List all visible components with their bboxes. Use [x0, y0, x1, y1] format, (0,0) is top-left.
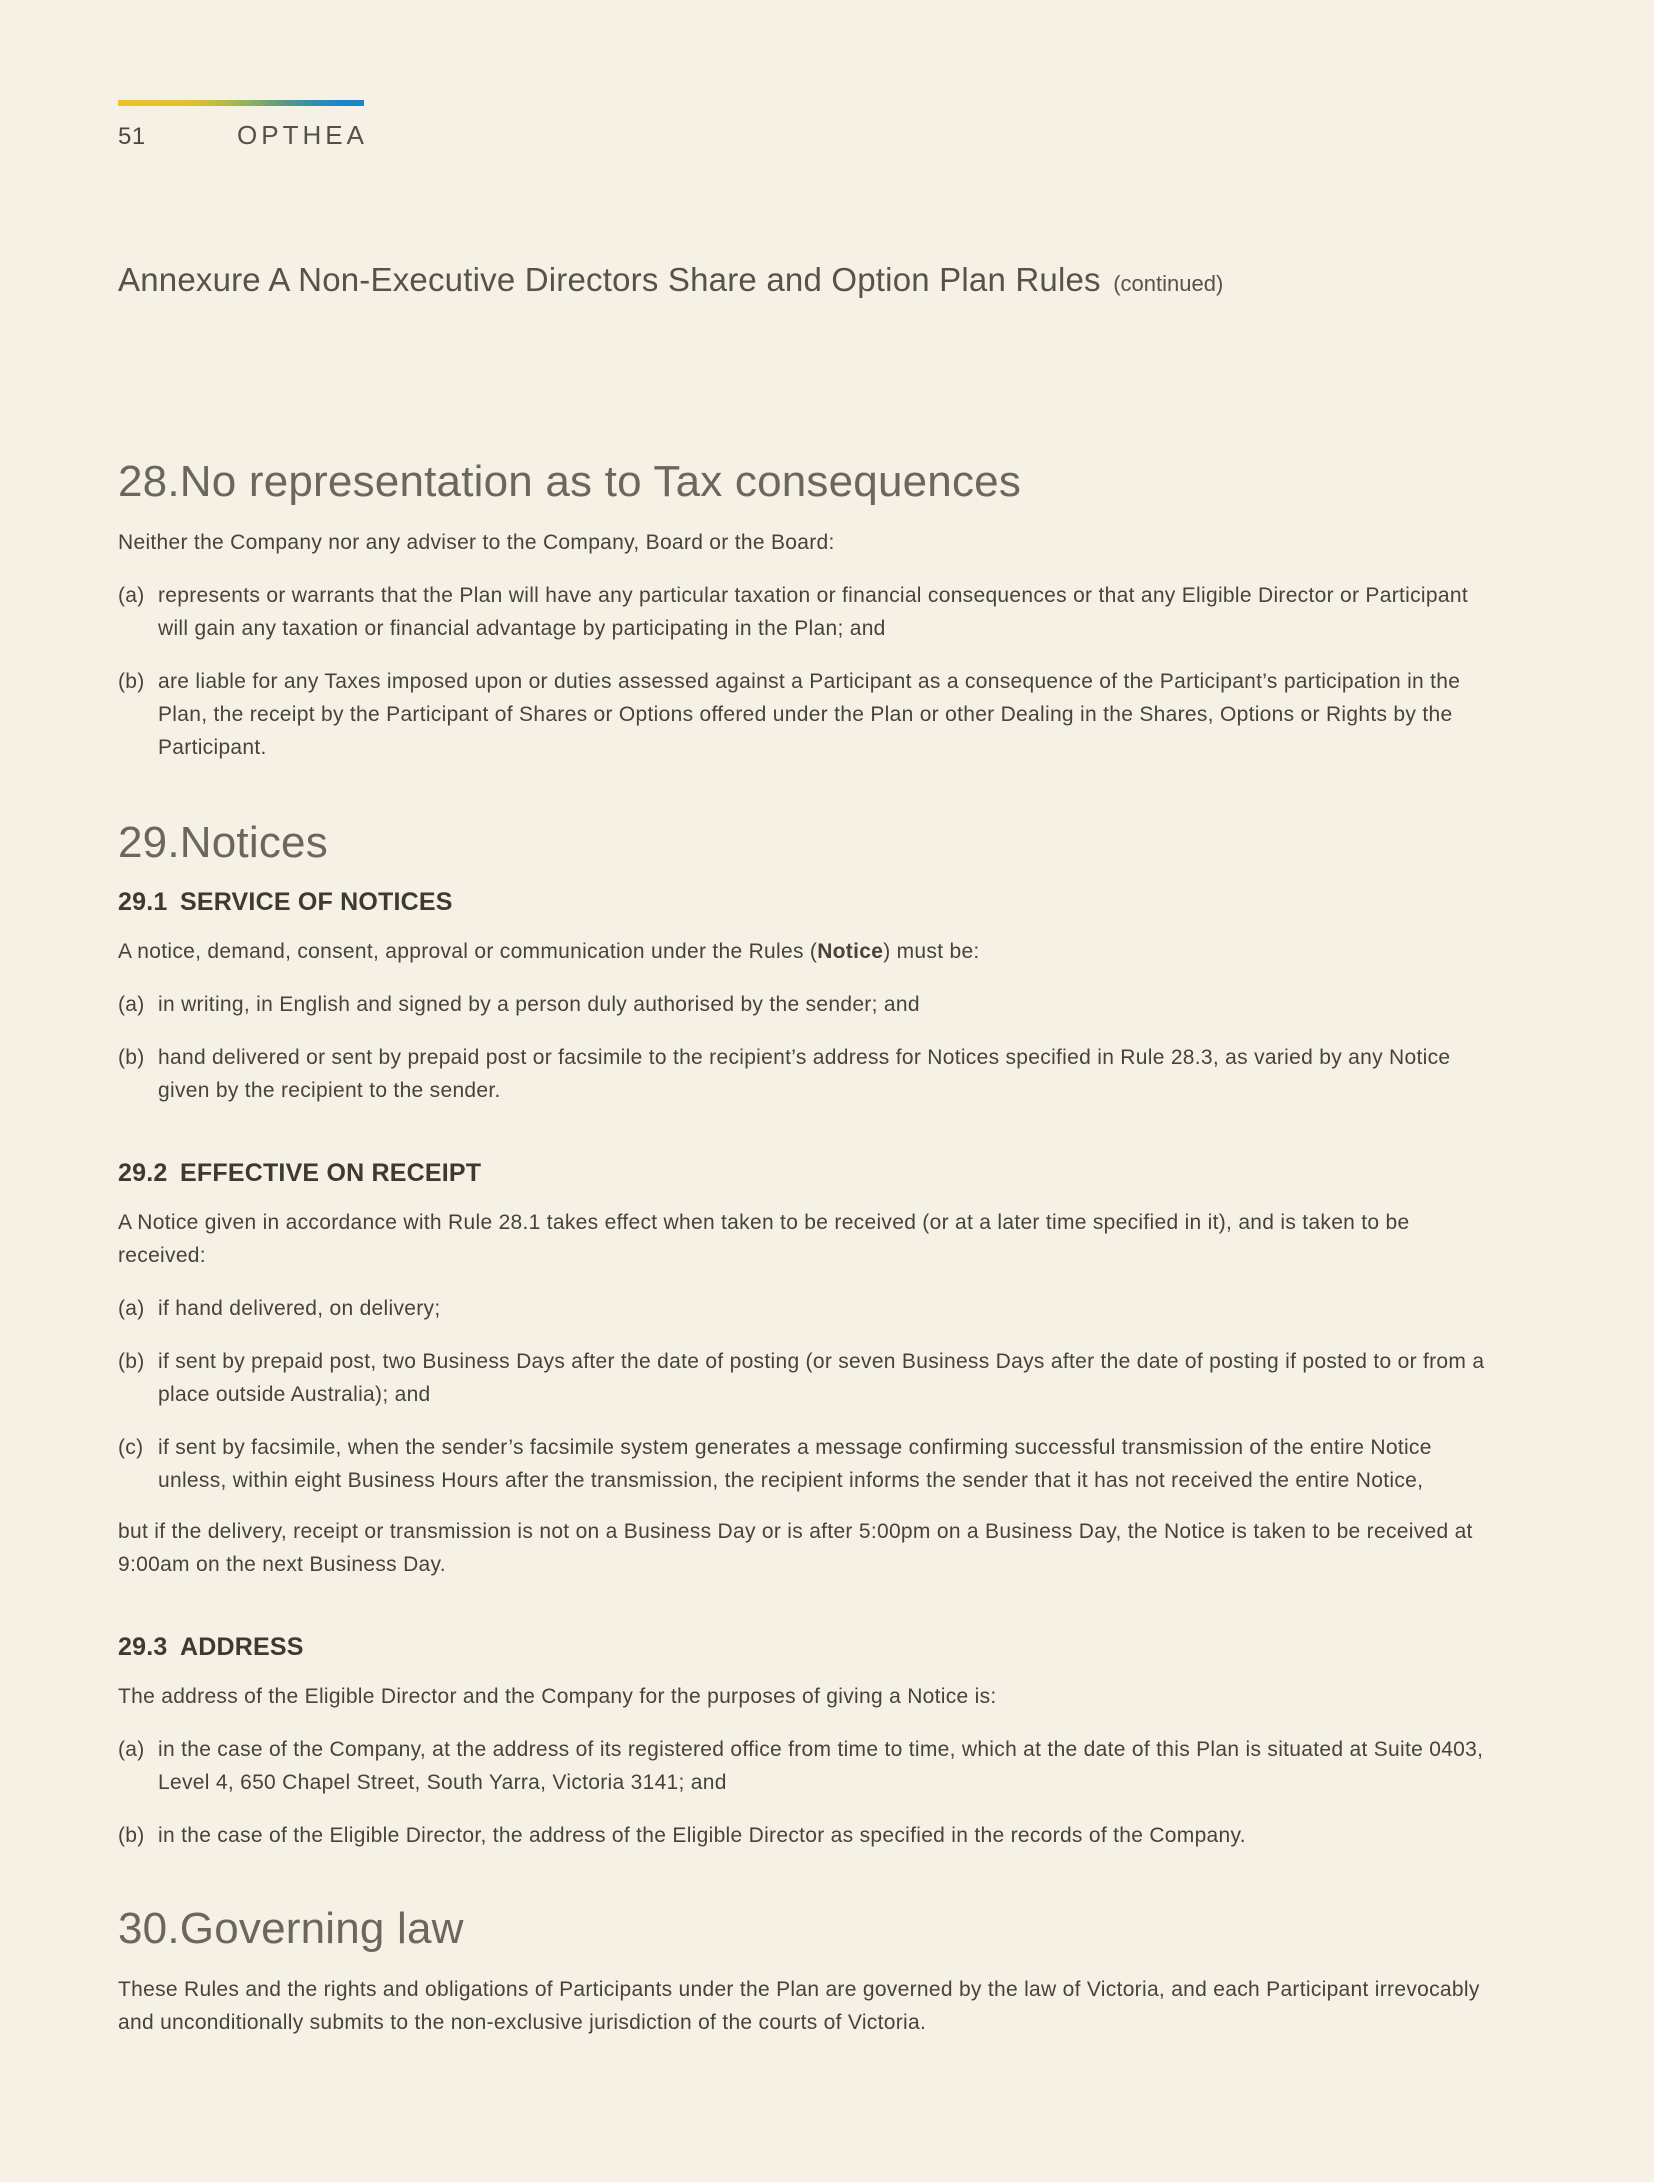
list-item-label: (b) — [118, 1046, 145, 1070]
subsection-29-1-heading — [118, 888, 1494, 917]
section-29-heading — [118, 818, 1494, 869]
section-30 — [118, 1904, 1494, 2039]
defined-term-notice: Notice — [817, 940, 884, 964]
list-item-29-2b — [118, 1345, 1494, 1411]
document-title — [118, 261, 1494, 299]
list-item-29-2c — [118, 1431, 1494, 1497]
section-28 — [118, 457, 1494, 764]
section-29-number: 29. — [118, 817, 180, 867]
list-item-label: (a) — [118, 1297, 145, 1321]
section-28-number: 28. — [118, 457, 180, 506]
list-item-text: if hand delivered, on delivery; — [158, 1297, 441, 1321]
subsection-29-2-title: EFFECTIVE ON RECEIPT — [180, 1159, 482, 1188]
section-29-title: Notices — [179, 817, 328, 867]
section-28-heading — [118, 457, 1494, 508]
list-item-text: hand delivered or sent by prepaid post or facsimile to the recipient’s address for Notices specified in Rule 28.3, as varied by any Notice given by the recipient to the sender. — [158, 1046, 1451, 1103]
document-title-main: Annexure A Non-Executive Directors Share and Option Plan Rules — [118, 261, 1101, 298]
page-header — [0, 100, 1654, 151]
intro-text: A notice, demand, consent, approval or communication under the Rules ( — [118, 940, 818, 964]
subsection-29-1-intro — [118, 935, 1494, 968]
list-item-29-2a — [118, 1292, 1494, 1325]
list-item-label: (a) — [118, 993, 145, 1017]
list-item-text: if sent by prepaid post, two Business Days after the date of posting (or seven Business Days after the date of posting if posted to or from a place outside Australia); and — [158, 1350, 1485, 1407]
document-body — [0, 457, 1654, 2039]
list-item-label: (a) — [118, 583, 145, 607]
list-item-label: (a) — [118, 1738, 145, 1762]
subsection-29-3-intro: The address of the Eligible Director and the Company for the purposes of giving a Notice is: — [118, 1685, 997, 1709]
list-item-29-3a — [118, 1733, 1494, 1799]
list-item-text: are liable for any Taxes imposed upon or duties assessed against a Participant as a consequence of the Participant’s participation in the Plan, the receipt by the Participant of Shares or Options offered under the Plan or other Dealing in the Shares, Options or Rights by the Participant. — [158, 669, 1461, 759]
section-28-intro: Neither the Company nor any adviser to the Company, Board or the Board: — [118, 530, 835, 554]
section-30-number: 30. — [118, 1904, 180, 1954]
list-item-28a — [118, 579, 1494, 645]
subsection-29-2-outro: but if the delivery, receipt or transmission is not on a Business Day or is after 5:00pm on a Business Day, the Notice is taken to be received at 9:00am on the next Business Day. — [118, 1520, 1473, 1577]
subsection-29-2-intro: A Notice given in accordance with Rule 28.1 takes effect when taken to be received (or at a later time specified in it), and is taken to be received: — [118, 1211, 1410, 1268]
list-item-29-1a — [118, 988, 1494, 1021]
list-item-text: represents or warrants that the Plan will have any particular taxation or financial consequences or that any Eligible Director or Participant will gain any taxation or financial advantage by participating in the Plan; and — [158, 583, 1468, 640]
subsection-29-1-number: 29.1 — [118, 888, 168, 917]
intro-text: ) must be: — [883, 940, 980, 964]
subsection-29-3-number: 29.3 — [118, 1633, 168, 1662]
section-30-title: Governing law — [179, 1904, 464, 1954]
section-30-intro: These Rules and the rights and obligations of Participants under the Plan are governed by the law of Victoria, and each Participant irrevocably and unconditionally submits to the non-exclusive jurisdiction of the courts of Victoria. — [118, 1977, 1480, 2034]
brand-logo: OPTHEA — [237, 120, 368, 150]
section-29 — [118, 818, 1494, 1853]
list-item-text: if sent by facsimile, when the sender’s facsimile system generates a message confirming successful transmission of the entire Notice unless, within eight Business Hours after the transmission, the recipient informs the sender that it has not received the entire Notice, — [158, 1436, 1432, 1493]
section-30-heading — [118, 1904, 1494, 1955]
list-item-label: (c) — [118, 1436, 144, 1460]
section-28-title: No representation as to Tax consequences — [179, 457, 1022, 506]
list-item-text: in writing, in English and signed by a person duly authorised by the sender; and — [158, 993, 920, 1017]
list-item-text: in the case of the Eligible Director, the address of the Eligible Director as specified in the records of the Company. — [158, 1824, 1246, 1848]
document-title-continued: (continued) — [1113, 271, 1224, 296]
list-item-29-1b — [118, 1041, 1494, 1107]
list-item-29-3b — [118, 1819, 1494, 1852]
header-row — [118, 120, 1654, 151]
list-item-label: (b) — [118, 669, 145, 693]
list-item-label: (b) — [118, 1350, 145, 1374]
subsection-29-3-heading — [118, 1633, 1494, 1662]
subsection-29-3-title: ADDRESS — [180, 1633, 304, 1662]
page-number: 51 — [118, 123, 146, 150]
subsection-29-1-title: SERVICE OF NOTICES — [180, 888, 453, 917]
list-item-28b — [118, 665, 1494, 764]
brand-gradient-bar — [118, 100, 364, 106]
subsection-29-2-number: 29.2 — [118, 1159, 168, 1188]
subsection-29-2-heading — [118, 1159, 1494, 1188]
list-item-label: (b) — [118, 1824, 145, 1848]
list-item-text: in the case of the Company, at the address of its registered office from time to time, which at the date of this Plan is situated at Suite 0403, Level 4, 650 Chapel Street, South Yarra, Victoria 3141; and — [158, 1738, 1484, 1795]
